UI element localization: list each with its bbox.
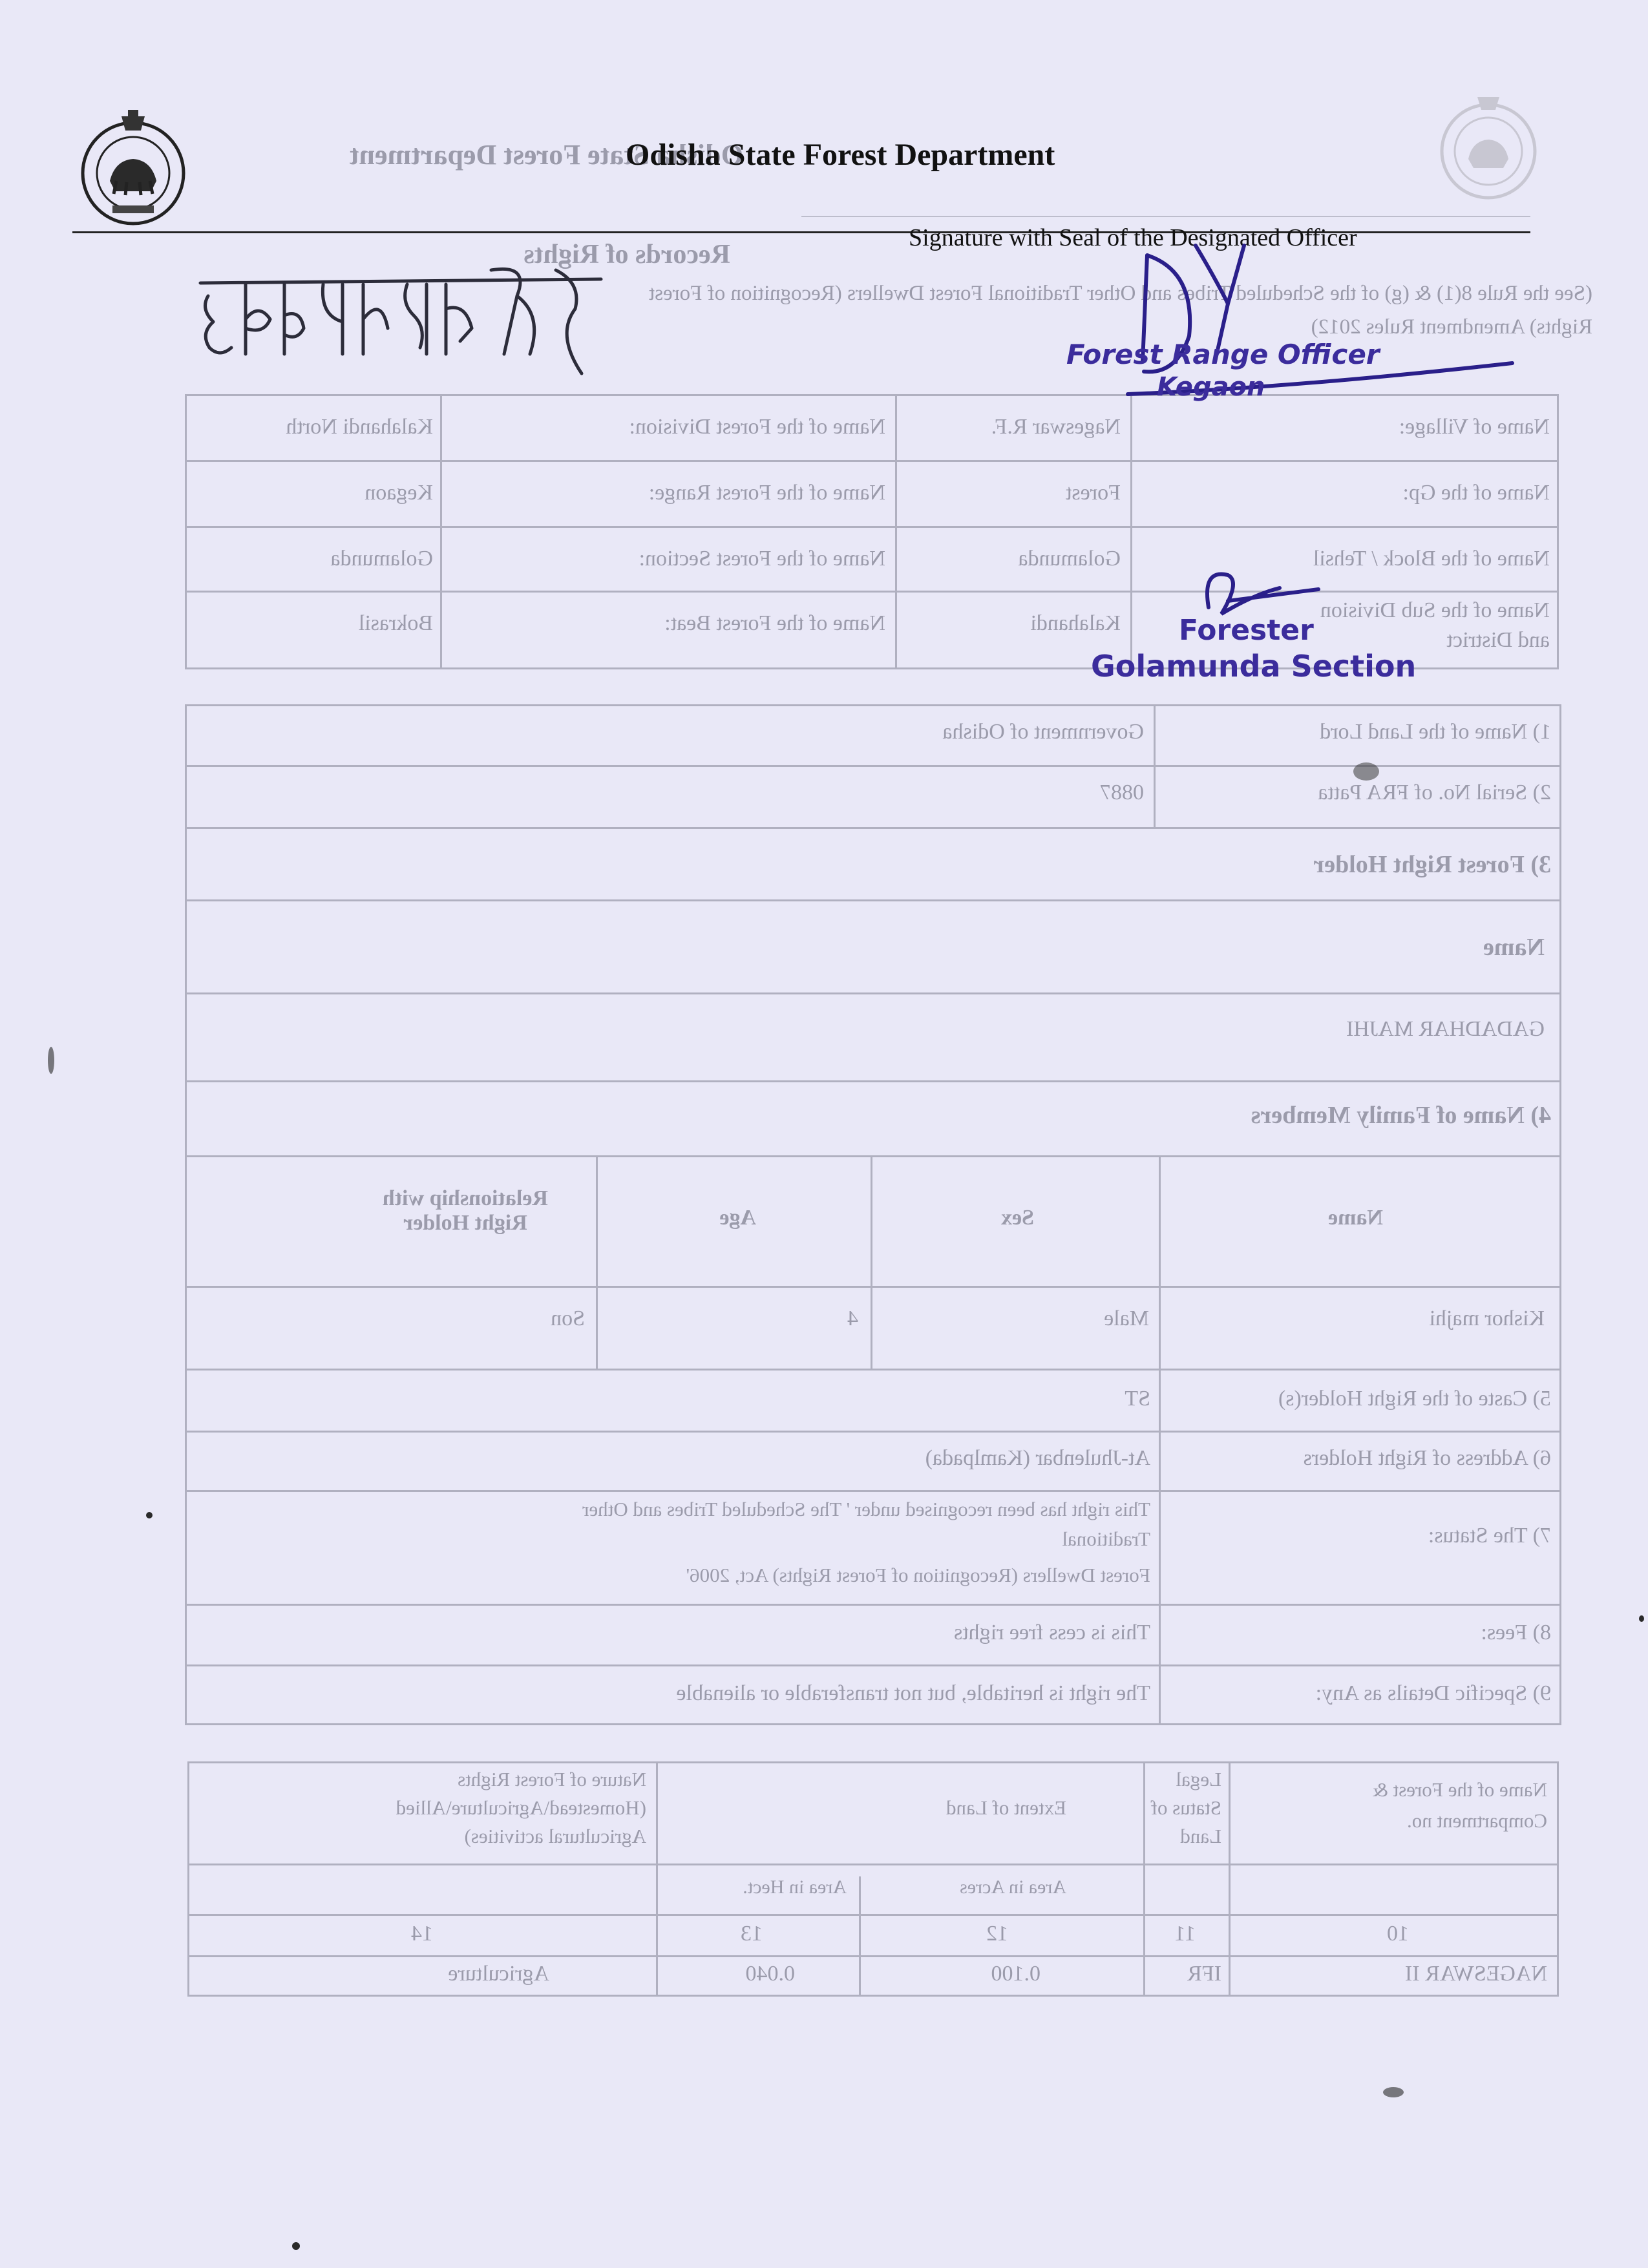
division-label: Name of the Forest Division: — [629, 415, 885, 439]
subdiv-label-2: and District — [1446, 628, 1550, 652]
caste-value: ST — [1125, 1387, 1150, 1411]
land-h-legal: Legal — [1176, 1768, 1221, 1790]
land-h-forest-2: Compartment no. — [1407, 1809, 1547, 1832]
land-h-nature-3: Agricultural activities) — [464, 1825, 646, 1847]
land-h-nature-2: (Homestead\Agriculture\Allied — [396, 1796, 646, 1819]
land-h-legal-2: Status of — [1150, 1796, 1221, 1819]
land-row-hect: 0.040 — [745, 1962, 795, 1986]
beat-value: Bokrasil — [358, 611, 433, 635]
land-h-extent: Extent of Land — [946, 1796, 1066, 1819]
land-sub-hect: Area in Hect. — [743, 1876, 847, 1898]
division-value: Kalahandi North — [286, 415, 433, 439]
reverse-rule-note-1: (See the Rule 8(1) & (g) of the Scheduled Tribes and Other Traditional Forest Dwellers (Recognition of Forest — [648, 282, 1592, 305]
land-h-legal-3: Land — [1180, 1825, 1221, 1847]
block-label: Name of the Block / Tehsil — [1313, 547, 1550, 571]
reverse-heading: Records of Rights — [523, 240, 730, 269]
holder-label: 3) Forest Right Holder — [1313, 851, 1551, 878]
scan-speck — [1353, 762, 1379, 781]
family-label: 4) Name of Family Members — [1251, 1102, 1551, 1129]
block-value: Golamunda — [1018, 547, 1121, 571]
serial-value: 0887 — [1100, 781, 1144, 804]
reverse-dept-title: Odisha State Forest Department — [350, 139, 743, 171]
land-row-legal: IFR — [1187, 1962, 1221, 1986]
land-row-forest: NAGESWAR II — [1404, 1962, 1547, 1986]
range-officer-stamp: Forest Range Officer — [1066, 339, 1380, 370]
subdiv-value: Kalahandi — [1030, 611, 1121, 635]
scan-speck — [48, 1047, 54, 1074]
status-label: 7) The Status: — [1428, 1524, 1551, 1548]
land-col-11: 11 — [1174, 1922, 1196, 1946]
family-row-name: Kishor majhi — [1429, 1307, 1545, 1330]
caste-label: 5) Caste of the Right Holder(s) — [1278, 1387, 1551, 1411]
serial-label: 2) Serial No. of FRA Patta — [1318, 781, 1551, 804]
range-value: Kegaon — [364, 481, 433, 505]
specific-value: The right is heritable, but not transferable or alienable — [676, 1681, 1150, 1705]
gp-value: Forest — [1066, 481, 1121, 505]
status-line-3: Forest Dwellers (Recognition of Forest Rights) Act, 2006' — [686, 1564, 1150, 1586]
beat-label: Name of the Forest Beat: — [664, 611, 885, 635]
address-value: At-Jhulenbar (Kamlpada) — [925, 1446, 1150, 1470]
family-row-age: 4 — [847, 1307, 858, 1330]
village-value: Nageswar R.F. — [991, 415, 1121, 439]
status-line-1: This right has been recognised under ' The Scheduled Tribes and Other — [582, 1498, 1150, 1520]
land-col-14: 14 — [411, 1922, 433, 1946]
land-lord-label: 1) Name of the Land Lord — [1320, 720, 1551, 744]
ghost-rule — [801, 216, 1530, 217]
range-office-place-stamp: Kegaon — [1157, 372, 1265, 402]
land-h-forest: Name of the Forest & — [1372, 1778, 1547, 1801]
name-label: Name — [1483, 934, 1545, 961]
scan-speck — [1383, 2087, 1404, 2097]
subdiv-label: Name of the Sub Division — [1320, 598, 1550, 622]
holder-name: GADADHAR MAJHI — [1346, 1017, 1545, 1041]
scan-speck — [146, 1512, 153, 1518]
family-row-sex: Male — [1104, 1307, 1149, 1330]
section-label: Name of the Forest Section: — [639, 547, 885, 571]
fees-value: This is cess free rights — [953, 1621, 1150, 1644]
family-header-name: Name — [1328, 1206, 1383, 1230]
family-header-sex: Sex — [1001, 1206, 1034, 1230]
odisha-state-emblem-icon — [76, 109, 190, 229]
status-line-2: Traditional — [1062, 1528, 1150, 1550]
land-row-acres: 0.100 — [991, 1962, 1041, 1986]
family-row-relation: Son — [551, 1307, 585, 1330]
family-header-relation: Relationship with Right Holder — [383, 1186, 548, 1235]
reverse-land-table — [187, 1761, 1559, 1997]
gp-label: Name of the Gp: — [1402, 481, 1550, 505]
signature-caption: Signature with Seal of the Designated Officer — [909, 224, 1357, 251]
land-h-nature: Nature of Forest Rights — [458, 1768, 646, 1790]
address-label: 6) Address of Right Holders — [1303, 1446, 1551, 1470]
section-value: Golamunda — [330, 547, 433, 571]
family-header-age: Age — [719, 1206, 756, 1230]
forester-stamp: Forester — [1179, 614, 1314, 647]
reverse-emblem-watermark-icon — [1433, 89, 1543, 205]
golamunda-section-stamp: Golamunda Section — [1091, 649, 1417, 684]
village-label: Name of Village: — [1399, 415, 1550, 439]
land-col-13: 13 — [741, 1922, 763, 1946]
range-label: Name of the Forest Range: — [648, 481, 885, 505]
land-row-nature: Agriculture — [448, 1962, 549, 1986]
scan-speck — [292, 2242, 300, 2250]
department-title: Odisha State Forest Department — [626, 138, 1055, 172]
handwritten-note — [194, 257, 607, 386]
land-sub-acres: Area in Acres — [960, 1876, 1066, 1898]
scan-speck — [1639, 1615, 1644, 1622]
fees-label: 8) Fees: — [1481, 1621, 1551, 1644]
land-col-10: 10 — [1387, 1922, 1409, 1946]
reverse-rule-note-2: Rights) Amendment Rules 2012) — [1311, 315, 1592, 339]
specific-label: 9) Specific Details as Any: — [1315, 1681, 1551, 1705]
land-lord-value: Government of Odisha — [942, 720, 1144, 744]
land-col-12: 12 — [986, 1922, 1008, 1946]
